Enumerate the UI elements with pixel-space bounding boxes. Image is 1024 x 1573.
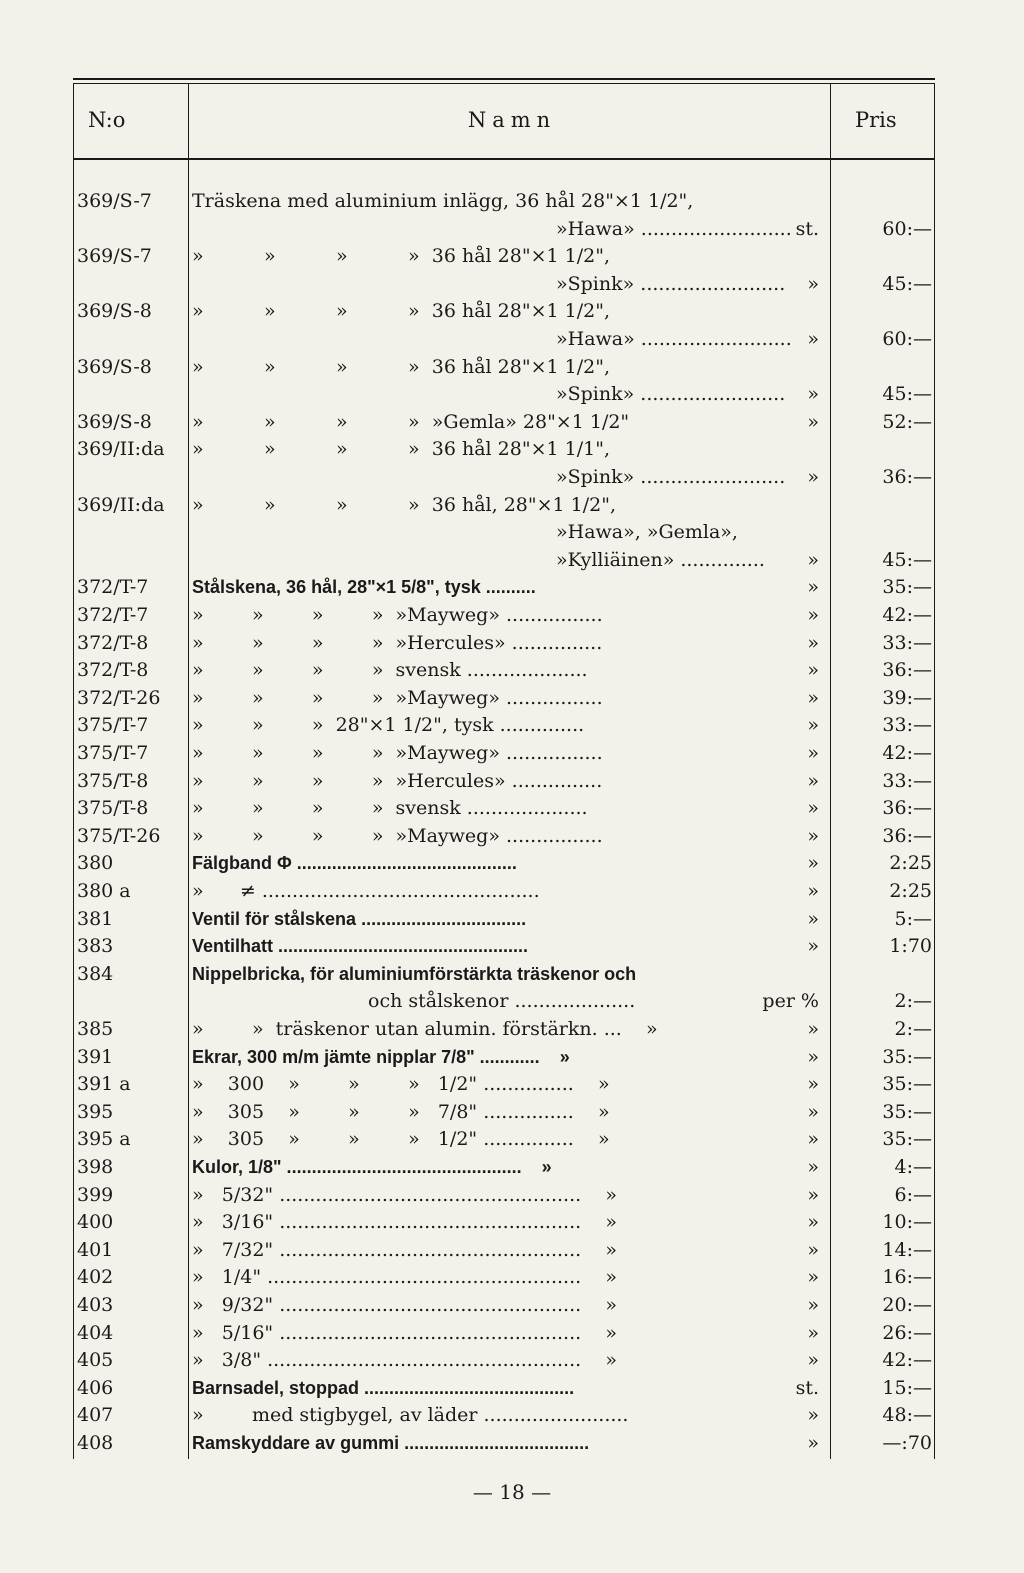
- row-desc: Fälgband Φ ............................................: [192, 853, 517, 874]
- row-price: 42:—: [882, 742, 932, 764]
- row-price: 6:—: [894, 1183, 932, 1206]
- row-number: 402: [77, 1266, 114, 1289]
- row-price: 35:—: [882, 1073, 932, 1096]
- row-number: 372/T-26: [77, 686, 161, 709]
- row-desc: » » » » svensk ....................: [192, 797, 588, 820]
- table-row: [0, 960, 1024, 988]
- row-desc: » 5/32" .................................................. »: [192, 1183, 617, 1206]
- row-number: 380 a: [77, 880, 131, 902]
- row-price: 60:—: [882, 328, 932, 350]
- row-desc: » » » » 36 hål 28"×1 1/2",: [192, 300, 610, 323]
- row-price: 2:—: [894, 990, 932, 1013]
- table-row: [0, 1043, 1024, 1071]
- row-number: 384: [77, 962, 114, 985]
- table-row: [0, 684, 1024, 712]
- row-unit: »: [807, 1018, 819, 1040]
- table-row: [0, 270, 1024, 298]
- table-row: [0, 849, 1024, 877]
- top-rule: [73, 78, 935, 80]
- row-desc: » » » » 36 hål 28"×1 1/2",: [192, 245, 610, 268]
- row-price: —:70: [882, 1432, 932, 1454]
- row-desc: Nippelbricka, för aluminiumförstärkta träskenor och: [192, 963, 637, 984]
- row-unit: »: [807, 797, 819, 820]
- table-row: [0, 408, 1024, 436]
- row-desc: och stålskenor ....................: [368, 990, 636, 1013]
- row-number: 372/T-7: [77, 604, 149, 626]
- table-row: [0, 822, 1024, 850]
- row-price: 10:—: [882, 1211, 932, 1234]
- table-row: [0, 1263, 1024, 1291]
- row-desc: » 7/32" .................................................. »: [192, 1238, 617, 1261]
- table-row: [0, 1236, 1024, 1264]
- row-desc: » » » 28"×1 1/2", tysk ..............: [192, 714, 585, 737]
- row-price: 48:—: [882, 1404, 932, 1427]
- top-rule-thin: [73, 83, 935, 84]
- row-number: 401: [77, 1238, 114, 1261]
- row-desc: » 305 » » » 7/8" ............... »: [192, 1100, 610, 1123]
- row-desc: » » » » 36 hål, 28"×1 1/2",: [192, 493, 617, 516]
- row-price: 26:—: [882, 1321, 932, 1344]
- table-row: [0, 877, 1024, 905]
- row-price: 60:—: [882, 217, 932, 240]
- row-desc: Ekrar, 300 m/m jämte nipplar 7/8" ............ »: [192, 1046, 570, 1067]
- table-row: [0, 518, 1024, 546]
- table-row: [0, 629, 1024, 657]
- table-row: [0, 711, 1024, 739]
- row-desc-cont: »Spink» ........................: [556, 272, 786, 295]
- row-price: 45:—: [882, 383, 932, 406]
- row-price: 45:—: [882, 272, 932, 295]
- row-desc-cont: »Hawa», »Gemla»,: [556, 521, 738, 544]
- row-desc-cont: »Hawa» .........................: [556, 328, 792, 350]
- row-price: 45:—: [882, 548, 932, 571]
- row-number: 400: [77, 1211, 114, 1234]
- row-number: 369/S-8: [77, 410, 152, 433]
- row-price: 33:—: [882, 769, 932, 792]
- row-price: 42:—: [882, 604, 932, 626]
- row-unit: »: [807, 769, 819, 792]
- row-unit: »: [807, 1404, 819, 1427]
- row-desc: » med stigbygel, av läder ........................: [192, 1404, 629, 1427]
- row-desc: » » » » »Mayweg» ................: [192, 686, 603, 709]
- row-number: 383: [77, 935, 114, 958]
- header-pris: Pris: [855, 108, 897, 132]
- row-unit: »: [807, 686, 819, 709]
- row-desc: » » » » »Hercules» ...............: [192, 631, 603, 654]
- row-number: 375/T-26: [77, 824, 161, 847]
- row-number: 395 a: [77, 1128, 131, 1151]
- row-price: 35:—: [882, 1128, 932, 1151]
- row-unit: »: [807, 1211, 819, 1234]
- table-row: [0, 1070, 1024, 1098]
- row-desc: » 5/16" .................................................. »: [192, 1321, 617, 1344]
- row-unit: st.: [795, 1376, 819, 1399]
- row-unit: »: [807, 576, 819, 599]
- row-unit: »: [807, 383, 819, 406]
- row-price: 36:—: [882, 659, 932, 682]
- row-price: 2:25: [889, 852, 932, 875]
- row-number: 391 a: [77, 1073, 131, 1096]
- row-unit: »: [807, 1349, 819, 1372]
- table-row: [0, 767, 1024, 795]
- row-unit: »: [807, 852, 819, 875]
- table-row: [0, 932, 1024, 960]
- table-row: [0, 491, 1024, 519]
- row-number: 375/T-8: [77, 769, 149, 792]
- row-unit: »: [807, 548, 819, 571]
- table-row: [0, 1153, 1024, 1181]
- table-row: [0, 1374, 1024, 1402]
- row-desc: Ramskyddare av gummi .....................................: [192, 1433, 590, 1453]
- table-row: [0, 435, 1024, 463]
- table-row: [0, 1015, 1024, 1043]
- row-number: 405: [77, 1349, 114, 1372]
- table-row: [0, 1098, 1024, 1126]
- table-row: [0, 1291, 1024, 1319]
- row-unit: »: [807, 1100, 819, 1123]
- row-unit: st.: [795, 217, 819, 240]
- row-number: 369/S-8: [77, 355, 152, 378]
- row-unit: »: [807, 824, 819, 847]
- table-row: [0, 656, 1024, 684]
- table-row: [0, 325, 1024, 353]
- table-row: [0, 187, 1024, 215]
- row-unit: »: [807, 466, 819, 488]
- row-unit: »: [807, 935, 819, 958]
- row-unit: »: [807, 631, 819, 654]
- table-row: [0, 1125, 1024, 1153]
- row-desc-cont: »Spink» ........................: [556, 383, 786, 406]
- row-price: 20:—: [882, 1294, 932, 1316]
- row-desc-cont: »Hawa» .........................: [556, 217, 792, 240]
- row-number: 369/II:da: [77, 493, 165, 516]
- row-number: 385: [77, 1018, 114, 1040]
- header-namn: Namn: [467, 108, 557, 132]
- page-number: — 18 —: [472, 1480, 552, 1504]
- row-desc: Barnsadel, stoppad ..........................................: [192, 1377, 575, 1398]
- table-row: [0, 546, 1024, 574]
- row-number: 375/T-7: [77, 742, 149, 764]
- table-row: [0, 297, 1024, 325]
- row-number: 380: [77, 852, 114, 875]
- row-desc: » 3/8" .................................................... »: [192, 1349, 617, 1372]
- row-unit: »: [807, 1238, 819, 1261]
- row-desc: Ventilhatt ..................................................: [192, 936, 529, 957]
- table-row: [0, 215, 1024, 243]
- row-number: 372/T-7: [77, 576, 149, 599]
- row-unit: »: [807, 604, 819, 626]
- row-number: 372/T-8: [77, 631, 149, 654]
- row-desc: » » » » svensk ....................: [192, 659, 588, 682]
- table-row: [0, 353, 1024, 381]
- table-row: [0, 1208, 1024, 1236]
- row-desc: » ≠ ..............................................: [192, 880, 540, 902]
- row-price: 35:—: [882, 1045, 932, 1068]
- row-price: 33:—: [882, 631, 932, 654]
- row-unit: »: [807, 659, 819, 682]
- row-price: 52:—: [882, 410, 932, 433]
- table-row: [0, 739, 1024, 767]
- row-desc: Träskena med aluminium inlägg, 36 hål 28"×1 1/2",: [192, 190, 694, 212]
- row-desc: » 9/32" .................................................. »: [192, 1294, 617, 1316]
- row-price: 42:—: [882, 1349, 932, 1372]
- header-no: N:o: [88, 108, 126, 132]
- row-number: 375/T-7: [77, 714, 149, 737]
- row-price: 36:—: [882, 824, 932, 847]
- row-desc: Stålskena, 36 hål, 28"×1 5/8", tysk ..........: [192, 577, 536, 598]
- row-number: 406: [77, 1376, 114, 1399]
- row-price: 2:25: [889, 880, 932, 902]
- row-desc: » 3/16" .................................................. »: [192, 1211, 617, 1234]
- row-desc: » 1/4" .................................................... »: [192, 1266, 617, 1289]
- row-price: 16:—: [882, 1266, 932, 1289]
- table-row: [0, 380, 1024, 408]
- row-desc: » » träskenor utan alumin. förstärkn. ... »: [192, 1018, 658, 1040]
- row-number: 404: [77, 1321, 114, 1344]
- row-price: 2:—: [894, 1018, 932, 1040]
- row-price: 5:—: [894, 907, 932, 930]
- row-price: 35:—: [882, 1100, 932, 1123]
- row-price: 36:—: [882, 797, 932, 820]
- row-unit: »: [807, 328, 819, 350]
- row-unit: per %: [762, 990, 819, 1013]
- table-row: [0, 242, 1024, 270]
- row-unit: »: [807, 714, 819, 737]
- row-desc-cont: »Kylliäinen» ..............: [556, 548, 765, 571]
- row-price: 33:—: [882, 714, 932, 737]
- row-number: 369/S-7: [77, 245, 152, 268]
- row-unit: »: [807, 272, 819, 295]
- row-number: 408: [77, 1432, 114, 1454]
- row-desc: » » » » »Mayweg» ................: [192, 604, 603, 626]
- row-unit: »: [807, 1432, 819, 1454]
- row-desc: » » » » »Mayweg» ................: [192, 742, 603, 764]
- table-row: [0, 1429, 1024, 1457]
- row-unit: »: [807, 1128, 819, 1151]
- table-row: [0, 1181, 1024, 1209]
- row-number: 369/S-8: [77, 300, 152, 323]
- header-rule: [73, 158, 935, 160]
- table-row-384-continued: [0, 987, 1024, 1015]
- row-number: 372/T-8: [77, 659, 149, 682]
- row-desc-cont: »Spink» ........................: [556, 466, 786, 488]
- row-price: 36:—: [882, 466, 932, 488]
- row-price: 39:—: [882, 686, 932, 709]
- row-price: 4:—: [894, 1156, 932, 1178]
- row-desc: Kulor, 1/8" ............................................... »: [192, 1157, 552, 1177]
- row-unit: »: [807, 410, 819, 433]
- row-desc: » 305 » » » 1/2" ............... »: [192, 1128, 610, 1151]
- table-row: [0, 905, 1024, 933]
- row-number: 407: [77, 1404, 114, 1427]
- table-row: [0, 1319, 1024, 1347]
- row-unit: »: [807, 1156, 819, 1178]
- table-row: [0, 601, 1024, 629]
- row-unit: »: [807, 1294, 819, 1316]
- row-number: 391: [77, 1045, 114, 1068]
- row-unit: »: [807, 1073, 819, 1096]
- row-desc: » » » » »Gemla» 28"×1 1/2": [192, 410, 630, 433]
- row-price: 15:—: [882, 1376, 932, 1399]
- row-number: 369/S-7: [77, 190, 152, 212]
- row-number: 399: [77, 1183, 114, 1206]
- row-price: 1:70: [889, 935, 932, 958]
- row-unit: »: [807, 1266, 819, 1289]
- row-desc: » » » » 36 hål 28"×1 1/1",: [192, 438, 610, 461]
- row-unit: »: [807, 742, 819, 764]
- row-price: 35:—: [882, 576, 932, 599]
- row-number: 403: [77, 1294, 114, 1316]
- row-unit: »: [807, 1045, 819, 1068]
- row-unit: »: [807, 907, 819, 930]
- row-price: 14:—: [882, 1238, 932, 1261]
- row-number: 398: [77, 1156, 114, 1178]
- row-number: 381: [77, 907, 114, 930]
- row-desc: Ventil för stålskena .................................: [192, 908, 527, 929]
- row-desc: » » » » »Mayweg» ................: [192, 824, 603, 847]
- table-row: [0, 463, 1024, 491]
- table-row: [0, 1346, 1024, 1374]
- row-number: 375/T-8: [77, 797, 149, 820]
- row-desc: » 300 » » » 1/2" ............... »: [192, 1073, 610, 1096]
- table-row: [0, 573, 1024, 601]
- table-row: [0, 794, 1024, 822]
- row-unit: »: [807, 1321, 819, 1344]
- row-unit: »: [807, 1183, 819, 1206]
- row-number: 395: [77, 1100, 114, 1123]
- row-number: 369/II:da: [77, 438, 165, 461]
- row-desc: » » » » »Hercules» ...............: [192, 769, 603, 792]
- row-unit: »: [807, 880, 819, 902]
- row-desc: » » » » 36 hål 28"×1 1/2",: [192, 355, 610, 378]
- table-row: [0, 1401, 1024, 1429]
